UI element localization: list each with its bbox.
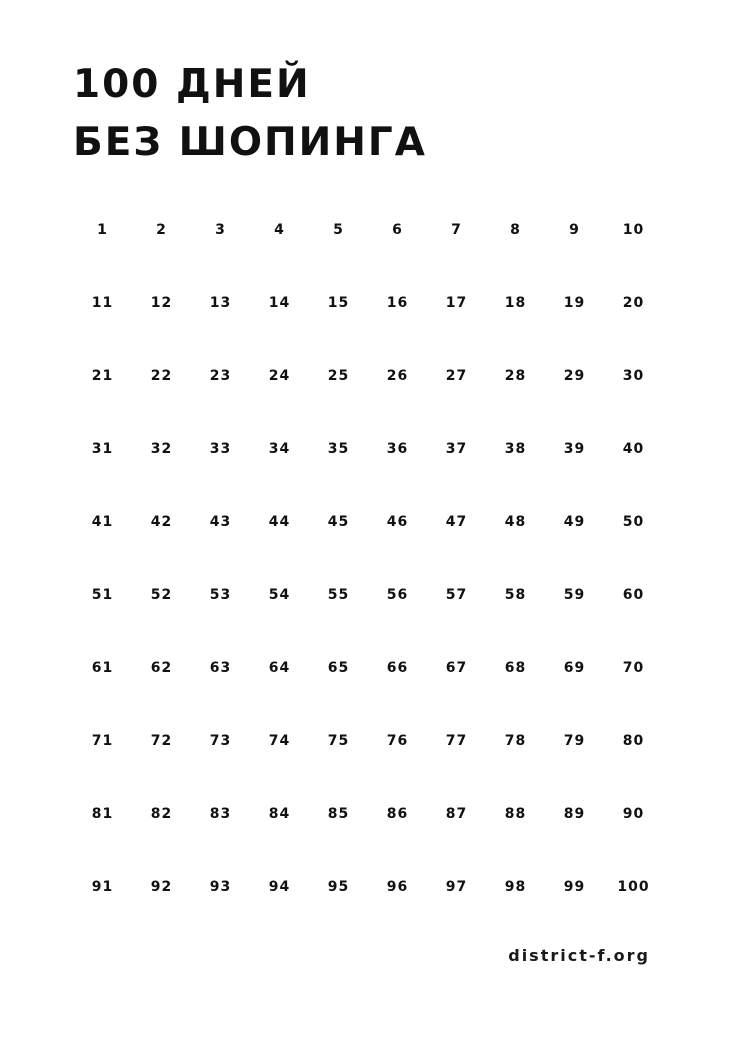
day-cell[interactable]: 10 xyxy=(622,222,645,238)
day-tracker-grid xyxy=(73,207,663,937)
day-cell[interactable]: 25 xyxy=(327,368,350,384)
day-cell[interactable]: 89 xyxy=(563,806,586,822)
day-cell[interactable]: 18 xyxy=(504,295,527,311)
day-cell[interactable]: 40 xyxy=(622,441,645,457)
day-cell[interactable]: 19 xyxy=(563,295,586,311)
day-cell[interactable]: 27 xyxy=(445,368,468,384)
day-cell[interactable]: 6 xyxy=(392,222,403,238)
day-cell[interactable]: 72 xyxy=(150,733,173,749)
day-cell[interactable]: 51 xyxy=(91,587,114,603)
day-cell[interactable]: 79 xyxy=(563,733,586,749)
day-cell[interactable]: 83 xyxy=(209,806,232,822)
site-link[interactable]: district-f.org xyxy=(508,946,650,965)
day-cell[interactable]: 62 xyxy=(150,660,173,676)
day-cell[interactable]: 24 xyxy=(268,368,291,384)
day-cell[interactable]: 87 xyxy=(445,806,468,822)
day-cell[interactable]: 69 xyxy=(563,660,586,676)
day-cell[interactable]: 73 xyxy=(209,733,232,749)
day-cell[interactable]: 86 xyxy=(386,806,409,822)
day-cell[interactable]: 67 xyxy=(445,660,468,676)
title-line-2: БЕЗ ШОПИНГА xyxy=(73,120,427,165)
day-cell[interactable]: 36 xyxy=(386,441,409,457)
day-cell[interactable]: 29 xyxy=(563,368,586,384)
day-cell[interactable]: 43 xyxy=(209,514,232,530)
day-cell[interactable]: 97 xyxy=(445,879,468,895)
day-cell[interactable]: 66 xyxy=(386,660,409,676)
day-cell[interactable]: 2 xyxy=(156,222,167,238)
title-line-1: 100 ДНЕЙ xyxy=(73,62,311,107)
day-cell[interactable]: 88 xyxy=(504,806,527,822)
day-cell[interactable]: 59 xyxy=(563,587,586,603)
day-cell[interactable]: 50 xyxy=(622,514,645,530)
day-cell[interactable]: 63 xyxy=(209,660,232,676)
day-cell[interactable]: 70 xyxy=(622,660,645,676)
day-cell[interactable]: 80 xyxy=(622,733,645,749)
day-cell[interactable]: 32 xyxy=(150,441,173,457)
day-cell[interactable]: 47 xyxy=(445,514,468,530)
day-cell[interactable]: 57 xyxy=(445,587,468,603)
day-cell[interactable]: 60 xyxy=(622,587,645,603)
day-cell[interactable]: 77 xyxy=(445,733,468,749)
day-cell[interactable]: 90 xyxy=(622,806,645,822)
day-cell[interactable]: 8 xyxy=(510,222,521,238)
day-cell[interactable]: 75 xyxy=(327,733,350,749)
day-cell[interactable]: 39 xyxy=(563,441,586,457)
day-cell[interactable]: 46 xyxy=(386,514,409,530)
day-cell[interactable]: 92 xyxy=(150,879,173,895)
day-cell[interactable]: 20 xyxy=(622,295,645,311)
day-cell[interactable]: 21 xyxy=(91,368,114,384)
day-cell[interactable]: 28 xyxy=(504,368,527,384)
day-cell[interactable]: 65 xyxy=(327,660,350,676)
day-cell[interactable]: 4 xyxy=(274,222,285,238)
day-cell[interactable]: 99 xyxy=(563,879,586,895)
day-cell[interactable]: 54 xyxy=(268,587,291,603)
day-cell[interactable]: 52 xyxy=(150,587,173,603)
day-cell[interactable]: 85 xyxy=(327,806,350,822)
day-cell[interactable]: 15 xyxy=(327,295,350,311)
day-cell[interactable]: 94 xyxy=(268,879,291,895)
day-cell[interactable]: 41 xyxy=(91,514,114,530)
day-cell[interactable]: 17 xyxy=(445,295,468,311)
day-cell[interactable]: 95 xyxy=(327,879,350,895)
day-cell[interactable]: 30 xyxy=(622,368,645,384)
day-cell[interactable]: 71 xyxy=(91,733,114,749)
day-cell[interactable]: 68 xyxy=(504,660,527,676)
day-cell[interactable]: 33 xyxy=(209,441,232,457)
day-cell[interactable]: 5 xyxy=(333,222,344,238)
day-cell[interactable]: 44 xyxy=(268,514,291,530)
day-cell[interactable]: 98 xyxy=(504,879,527,895)
day-cell[interactable]: 31 xyxy=(91,441,114,457)
day-cell[interactable]: 61 xyxy=(91,660,114,676)
day-cell[interactable]: 1 xyxy=(97,222,108,238)
day-cell[interactable]: 3 xyxy=(215,222,226,238)
day-cell[interactable]: 49 xyxy=(563,514,586,530)
day-cell[interactable]: 58 xyxy=(504,587,527,603)
day-cell[interactable]: 81 xyxy=(91,806,114,822)
day-cell[interactable]: 100 xyxy=(617,879,650,895)
day-cell[interactable]: 14 xyxy=(268,295,291,311)
day-cell[interactable]: 22 xyxy=(150,368,173,384)
day-cell[interactable]: 91 xyxy=(91,879,114,895)
day-cell[interactable]: 37 xyxy=(445,441,468,457)
day-cell[interactable]: 11 xyxy=(91,295,114,311)
day-cell[interactable]: 82 xyxy=(150,806,173,822)
day-cell[interactable]: 96 xyxy=(386,879,409,895)
day-cell[interactable]: 56 xyxy=(386,587,409,603)
day-cell[interactable]: 23 xyxy=(209,368,232,384)
day-cell[interactable]: 35 xyxy=(327,441,350,457)
day-cell[interactable]: 78 xyxy=(504,733,527,749)
day-cell[interactable]: 64 xyxy=(268,660,291,676)
day-cell[interactable]: 38 xyxy=(504,441,527,457)
day-cell[interactable]: 16 xyxy=(386,295,409,311)
day-cell[interactable]: 13 xyxy=(209,295,232,311)
day-cell[interactable]: 9 xyxy=(569,222,580,238)
day-cell[interactable]: 76 xyxy=(386,733,409,749)
page-title xyxy=(73,56,427,172)
day-cell[interactable]: 12 xyxy=(150,295,173,311)
day-cell[interactable]: 7 xyxy=(451,222,462,238)
day-cell[interactable]: 84 xyxy=(268,806,291,822)
day-cell[interactable]: 45 xyxy=(327,514,350,530)
day-cell[interactable]: 26 xyxy=(386,368,409,384)
day-cell[interactable]: 93 xyxy=(209,879,232,895)
day-cell[interactable]: 74 xyxy=(268,733,291,749)
day-cell[interactable]: 53 xyxy=(209,587,232,603)
day-cell[interactable]: 48 xyxy=(504,514,527,530)
day-cell[interactable]: 55 xyxy=(327,587,350,603)
day-cell[interactable]: 42 xyxy=(150,514,173,530)
day-cell[interactable]: 34 xyxy=(268,441,291,457)
